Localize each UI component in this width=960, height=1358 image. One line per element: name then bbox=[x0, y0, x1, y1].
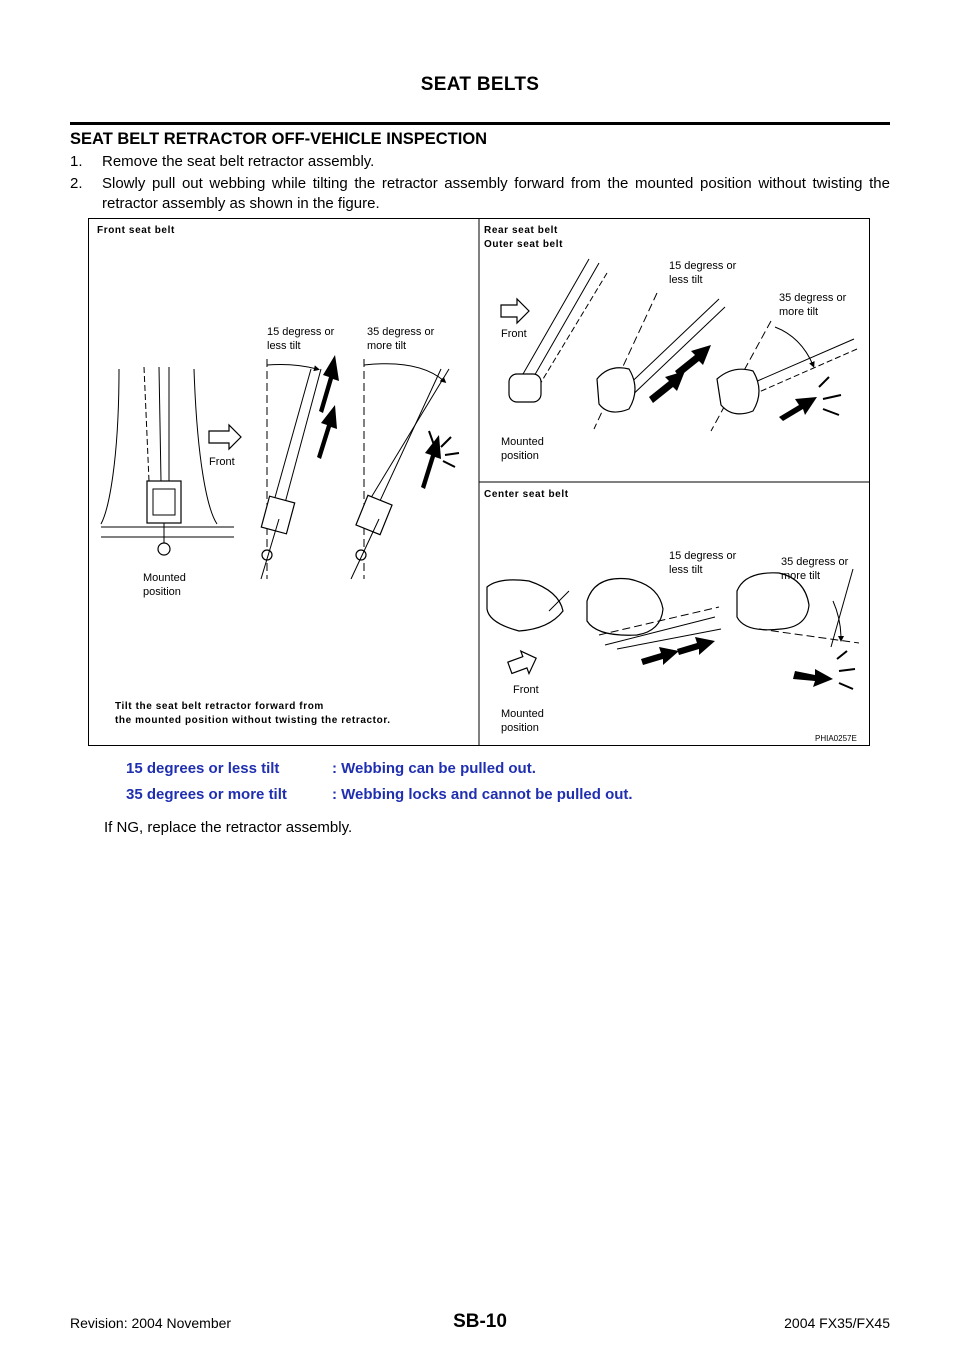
figure-illustration bbox=[89, 219, 869, 745]
front-panel-tilt15-2: less tilt bbox=[267, 340, 301, 352]
center-panel-mounted-1: Mounted bbox=[501, 708, 544, 720]
spec-label-15: 15 degrees or less tilt bbox=[126, 760, 280, 777]
lock-burst-icon bbox=[819, 377, 829, 387]
header-rule bbox=[70, 122, 890, 125]
rear-panel-tilt35-1: 35 degress or bbox=[779, 292, 847, 304]
pull-arrow-icon bbox=[677, 637, 715, 655]
spec-label-35: 35 degrees or more tilt bbox=[126, 786, 287, 803]
rear-panel-tilt15-2: less tilt bbox=[669, 274, 703, 286]
lock-burst-icon bbox=[837, 651, 847, 659]
center-panel-title: Center seat belt bbox=[484, 489, 569, 500]
front-panel-tilt35-1: 35 degress or bbox=[367, 326, 435, 338]
page-header-title: SEAT BELTS bbox=[420, 74, 540, 95]
pull-arrow-icon bbox=[317, 405, 337, 459]
pull-arrow-icon bbox=[319, 355, 339, 413]
footer-page-number: SB-10 bbox=[453, 1311, 507, 1332]
spec-value-35: : Webbing locks and cannot be pulled out. bbox=[332, 786, 633, 803]
ng-note: If NG, replace the retractor assembly. bbox=[104, 819, 353, 836]
front-panel-caption-1: Tilt the seat belt retractor forward from bbox=[115, 701, 324, 712]
center-seat-tilt15-icon bbox=[587, 578, 663, 635]
rear-panel-tilt15-1: 15 degress or bbox=[669, 260, 737, 272]
front-seat-belt-panel bbox=[97, 225, 459, 726]
step-number: 2. bbox=[70, 175, 83, 192]
center-panel-tilt35-2: more tilt bbox=[781, 570, 821, 582]
lock-arrow-icon bbox=[793, 669, 833, 687]
step-text: Slowly pull out webbing while tilting the retractor assembly forward from the mounted position without twisting the retractor assembly as shown in the figure. bbox=[102, 175, 890, 212]
rear-retractor-tilt15-icon bbox=[597, 368, 635, 412]
rear-seat-belt-panel bbox=[484, 225, 857, 462]
rear-panel-title-1: Rear seat belt bbox=[484, 225, 558, 236]
lock-burst-icon bbox=[429, 431, 434, 445]
front-direction-arrow-icon bbox=[209, 425, 241, 449]
front-panel-mounted-1: Mounted bbox=[143, 572, 186, 584]
retractor-mounted-icon bbox=[147, 481, 181, 523]
center-panel-front-label: Front bbox=[513, 684, 539, 696]
rear-front-arrow-icon bbox=[501, 299, 529, 323]
lock-arrow-icon bbox=[779, 397, 817, 421]
front-panel-front-label: Front bbox=[209, 456, 235, 468]
retractor-tilt-figure bbox=[88, 218, 870, 746]
rear-panel-title-2: Outer seat belt bbox=[484, 239, 564, 250]
rear-panel-front-label: Front bbox=[501, 328, 527, 340]
center-front-arrow-icon bbox=[506, 647, 541, 679]
rear-retractor-tilt35-icon bbox=[717, 369, 759, 414]
rear-retractor-icon bbox=[509, 374, 541, 402]
front-panel-title: Front seat belt bbox=[97, 225, 175, 236]
section-title: SEAT BELT RETRACTOR OFF-VEHICLE INSPECTION bbox=[70, 130, 488, 148]
center-seat-belt-panel bbox=[484, 489, 859, 734]
footer-model: 2004 FX35/FX45 bbox=[784, 1315, 890, 1331]
front-panel-caption-2: the mounted position without twisting the retractor. bbox=[115, 715, 391, 726]
center-panel-tilt15-1: 15 degress or bbox=[669, 550, 737, 562]
rear-panel-mounted-1: Mounted bbox=[501, 436, 544, 448]
center-retractor-icon bbox=[487, 580, 563, 631]
center-panel-tilt15-2: less tilt bbox=[669, 564, 703, 576]
step-number: 1. bbox=[70, 153, 83, 170]
figure-code: PHIA0257E bbox=[815, 734, 857, 743]
lock-arrow-icon bbox=[421, 435, 441, 489]
rear-panel-tilt35-2: more tilt bbox=[779, 306, 819, 318]
spec-value-15: : Webbing can be pulled out. bbox=[332, 760, 536, 777]
front-panel-tilt35-2: more tilt bbox=[367, 340, 407, 352]
pull-arrow-icon bbox=[641, 647, 679, 665]
rear-panel-mounted-2: position bbox=[501, 450, 539, 462]
front-panel-tilt15-1: 15 degress or bbox=[267, 326, 335, 338]
center-panel-tilt35-1: 35 degress or bbox=[781, 556, 849, 568]
footer-revision: Revision: 2004 November bbox=[70, 1315, 232, 1331]
step-text: Remove the seat belt retractor assembly. bbox=[102, 153, 375, 170]
center-panel-mounted-2: position bbox=[501, 722, 539, 734]
front-panel-mounted-2: position bbox=[143, 586, 181, 598]
